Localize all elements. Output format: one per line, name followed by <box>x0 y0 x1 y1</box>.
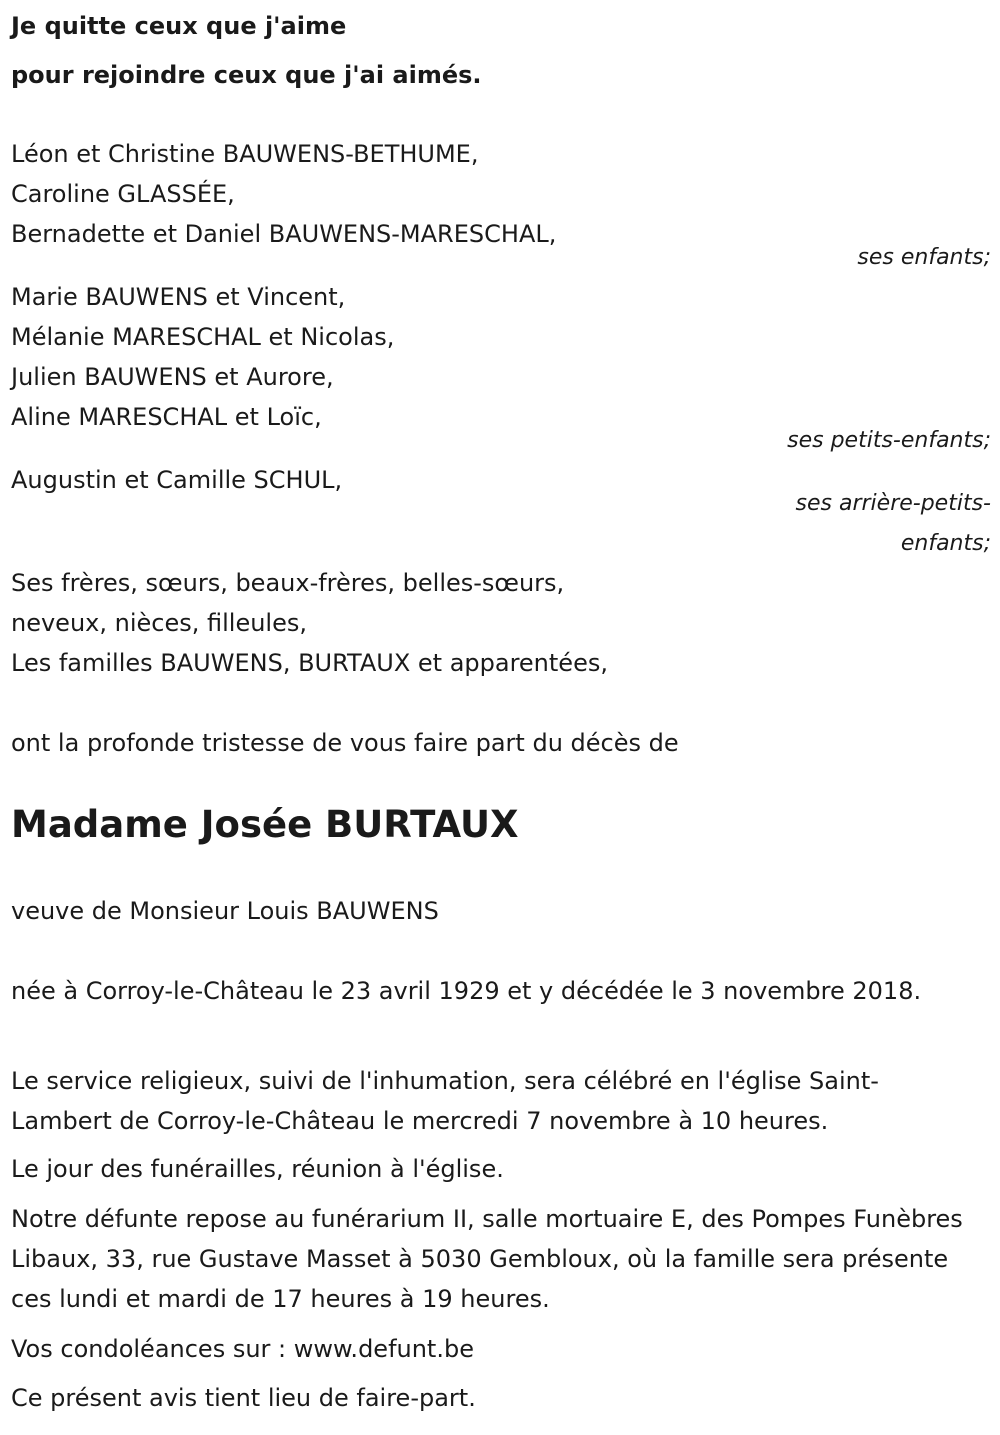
family-line: Les familles BAUWENS, BURTAUX et apparentées, <box>11 649 608 677</box>
great-grandchildren-line: Augustin et Camille SCHUL, <box>11 466 343 494</box>
quote-line-2: pour rejoindre ceux que j'ai aimés. <box>11 61 482 89</box>
great-grandchildren-role-2: enfants; <box>900 531 991 556</box>
grandchildren-line: Marie BAUWENS et Vincent, <box>11 283 346 311</box>
children-line: Bernadette et Daniel BAUWENS-MARESCHAL, <box>11 220 557 248</box>
notice-text: Ce présent avis tient lieu de faire-part. <box>11 1384 476 1412</box>
meeting-text: Le jour des funérailles, réunion à l'église. <box>11 1155 504 1183</box>
family-block <box>11 563 991 683</box>
widow-of-text: veuve de Monsieur Louis BAUWENS <box>11 897 439 925</box>
grandchildren-line: Julien BAUWENS et Aurore, <box>11 363 334 391</box>
children-line: Caroline GLASSÉE, <box>11 180 235 208</box>
grandchildren-block <box>11 277 991 437</box>
children-line: Léon et Christine BAUWENS-BETHUME, <box>11 140 479 168</box>
family-line: neveux, nièces, filleules, <box>11 609 307 637</box>
birth-death-text: née à Corroy-le-Château le 23 avril 1929 et y décédée le 3 novembre 2018. <box>11 977 922 1005</box>
children-block <box>11 134 991 254</box>
deceased-name: Madame Josée BURTAUX <box>11 803 519 846</box>
family-line: Ses frères, sœurs, beaux-frères, belles-sœurs, <box>11 569 565 597</box>
condolences-text: Vos condoléances sur : www.defunt.be <box>11 1335 474 1363</box>
grandchildren-line: Mélanie MARESCHAL et Nicolas, <box>11 323 395 351</box>
great-grandchildren-role-1: ses arrière-petits- <box>795 491 991 516</box>
repose-text: Notre défunte repose au funérarium II, salle mortuaire E, des Pompes Funèbres Libaux, 33, rue Gustave Masset à 5030 Gembloux, où la famille sera présente ces lundi et mardi de 17 heures à 19 heures. <box>11 1205 963 1313</box>
grandchildren-line: Aline MARESCHAL et Loïc, <box>11 403 322 431</box>
service-text: Le service religieux, suivi de l'inhumation, sera célébré en l'église Saint-Lambert de Corroy-le-Château le mercredi 7 novembre à 10 heures. <box>11 1067 879 1135</box>
grandchildren-role: ses petits-enfants; <box>787 428 991 453</box>
children-role: ses enfants; <box>857 245 991 270</box>
announcement-text: ont la profonde tristesse de vous faire part du décès de <box>11 729 679 757</box>
quote-line-1: Je quitte ceux que j'aime <box>11 12 347 40</box>
